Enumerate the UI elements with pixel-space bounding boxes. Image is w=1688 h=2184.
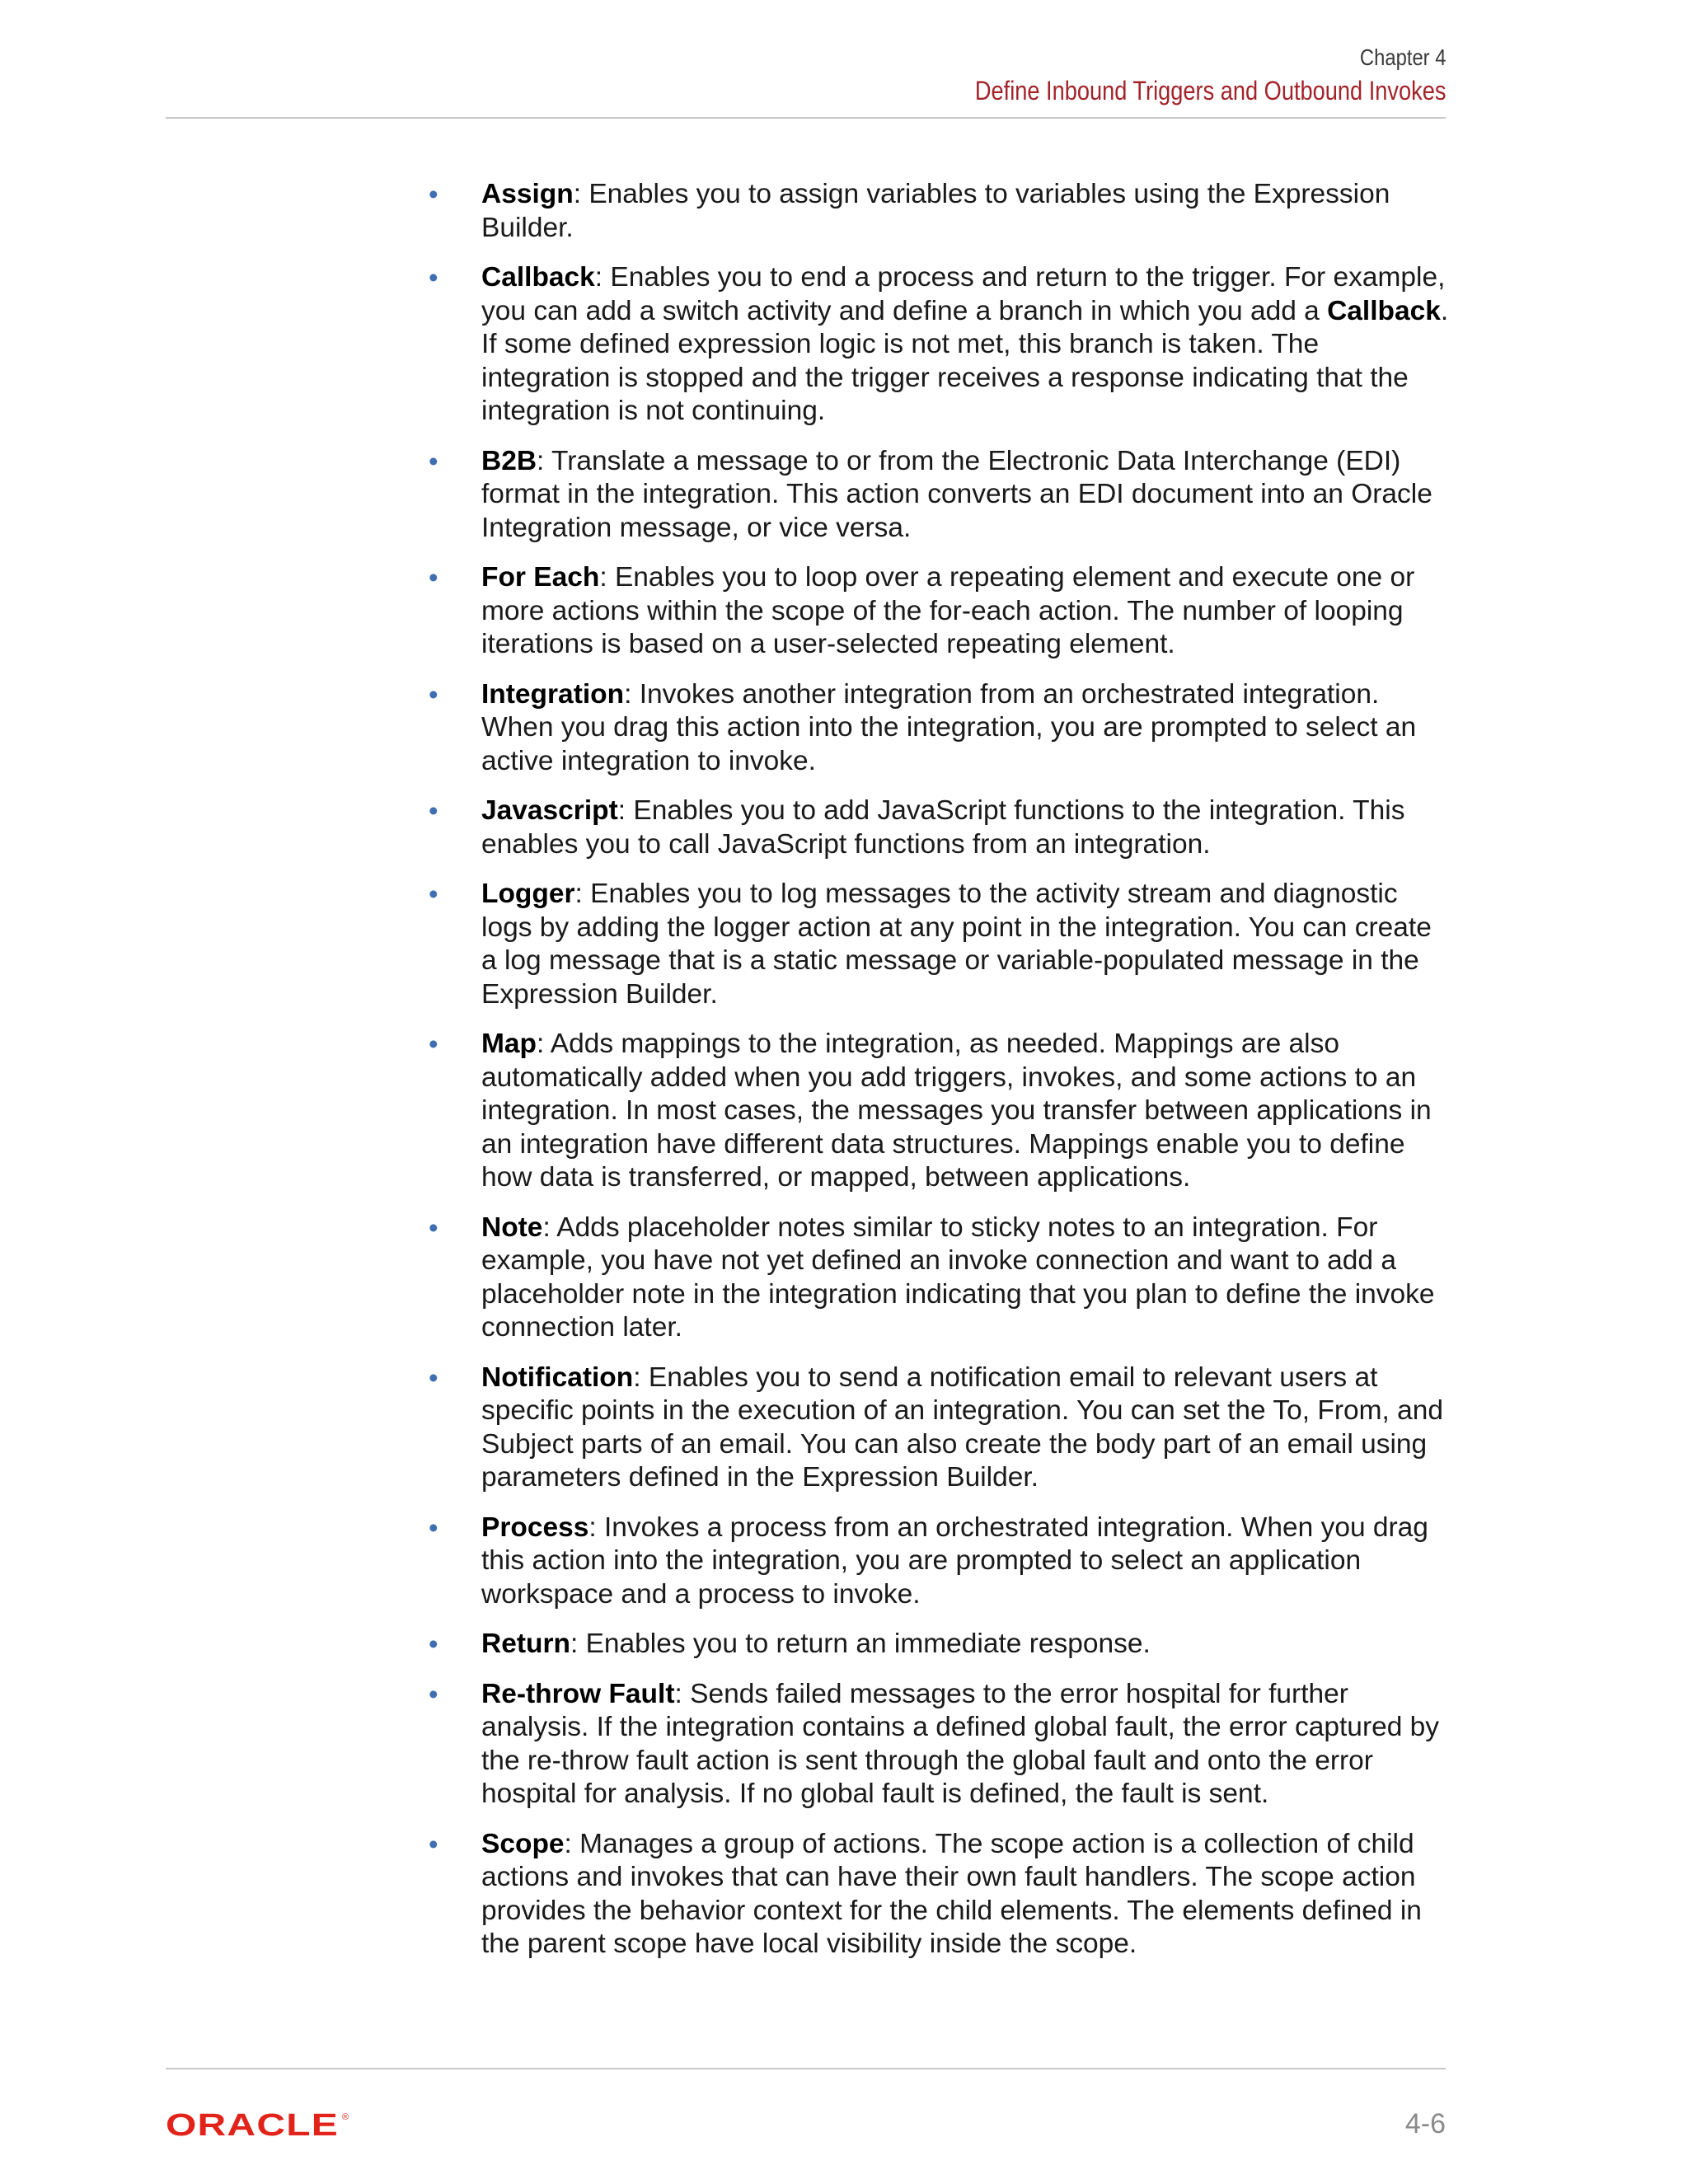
item-text-continued: . If some defined expression logic is not met, this branch is taken. The integration is stopped and the trigger receives a response indicating that the integration is not continuing.	[481, 295, 1449, 426]
bullet-icon: •	[429, 445, 438, 476]
item-term: Logger	[481, 879, 575, 909]
list-item	[429, 1678, 1451, 1811]
running-header	[892, 43, 1446, 107]
chapter-label: Chapter 4	[1359, 45, 1446, 70]
page-number: 4-6	[1404, 2108, 1446, 2139]
bullet-icon: •	[429, 1029, 438, 1059]
item-term: Re-throw Fault	[481, 1678, 675, 1709]
bullet-icon: •	[429, 1511, 438, 1543]
bullet-icon: •	[429, 879, 438, 909]
footer-rule	[166, 2068, 1446, 2069]
bullet-icon: •	[429, 795, 438, 826]
list-item	[429, 1028, 1451, 1195]
bullet-icon: •	[429, 262, 438, 293]
list-item	[429, 1361, 1451, 1495]
item-text: : Enables you to return an immediate response.	[570, 1629, 1151, 1659]
section-title: Define Inbound Triggers and Outbound Invokes	[974, 76, 1446, 105]
action-list	[429, 178, 1451, 1961]
item-term: For Each	[481, 562, 600, 593]
list-item	[429, 678, 1451, 779]
item-text: : Adds mappings to the integration, as needed. Mappings are also automatically added when you add triggers, invokes, and some actions to an integration. In most cases, the messages you transfer between applications in an integration have different data structures. Mappings enable you to define how data is transferred, or mapped, between applications.	[481, 1029, 1432, 1193]
list-item	[429, 1212, 1451, 1345]
item-term: Assign	[481, 179, 574, 209]
bullet-icon: •	[429, 1828, 438, 1859]
bullet-icon: •	[429, 1629, 438, 1659]
item-text: : Manages a group of actions. The scope action is a collection of child actions and invokes that can have their own fault handlers. The scope action provides the behavior context for the child elements. The elements defined in the parent scope have local visibility inside the scope.	[481, 1828, 1422, 1959]
list-item	[429, 445, 1451, 546]
item-term: Notification	[481, 1361, 634, 1393]
bullet-icon: •	[429, 1212, 438, 1243]
oracle-logo-icon	[166, 2110, 355, 2139]
item-term: Javascript	[481, 795, 618, 826]
svg-text:®: ®	[342, 2112, 349, 2122]
list-item	[429, 561, 1451, 662]
oracle-logo	[166, 2110, 355, 2144]
list-item	[429, 1511, 1451, 1612]
header-rule	[166, 117, 1446, 119]
item-text: : Invokes a process from an orchestrated integration. When you drag this action into the integration, you are prompted to select an application workspace and a process to invoke.	[481, 1511, 1428, 1610]
item-text: : Invokes another integration from an orchestrated integration. When you drag this action into the integration, you are prompted to select an active integration to invoke.	[481, 678, 1417, 776]
list-item	[429, 1628, 1451, 1661]
item-text: : Enables you to send a notification email to relevant users at specific points in the execution of an integration. You can set the To, From, and Subject parts of an email. You can also create the body part of an email using parameters defined in the Expression Builder.	[481, 1361, 1444, 1493]
bullet-icon: •	[429, 1361, 438, 1393]
item-term: Return	[481, 1629, 570, 1659]
item-term: Process	[481, 1511, 589, 1543]
item-term: Note	[481, 1212, 543, 1243]
content-area	[429, 178, 1451, 1978]
item-term: Map	[481, 1029, 537, 1059]
item-text: : Enables you to loop over a repeating element and execute one or more actions within the scope of the for-each action. The number of looping iterations is based on a user-selected repeating element.	[481, 562, 1415, 659]
item-term: B2B	[481, 445, 537, 476]
list-item	[429, 878, 1451, 1011]
logo-wordmark: ORACLE	[166, 2110, 339, 2139]
bullet-icon: •	[429, 678, 438, 710]
item-text: : Enables you to add JavaScript functions to the integration. This enables you to call JavaScript functions from an integration.	[481, 795, 1405, 860]
item-term-inline: Callback	[1327, 295, 1441, 326]
item-text: : Enables you to log messages to the activity stream and diagnostic logs by adding the logger action at any point in the integration. You can create a log message that is a static message or variable-populated message in the Expression Builder.	[481, 879, 1432, 1010]
item-term: Scope	[481, 1828, 565, 1859]
list-item	[429, 261, 1451, 429]
bullet-icon: •	[429, 1678, 438, 1709]
item-text: : Enables you to end a process and return to the trigger. For example, you can add a switch activity and define a branch in which you add a	[481, 262, 1446, 326]
item-term: Callback	[481, 262, 595, 293]
bullet-icon: •	[429, 179, 438, 209]
item-text: : Adds placeholder notes similar to sticky notes to an integration. For example, you have not yet defined an invoke connection and want to add a placeholder note in the integration indicating that you plan to define the invoke connection later.	[481, 1212, 1435, 1343]
item-text: : Translate a message to or from the Electronic Data Interchange (EDI) format in the integration. This action converts an EDI document into an Oracle Integration message, or vice versa.	[481, 445, 1432, 543]
item-text: : Enables you to assign variables to variables using the Expression Builder.	[481, 179, 1390, 243]
list-item	[429, 178, 1451, 245]
item-text: : Sends failed messages to the error hospital for further analysis. If the integration contains a defined global fault, the error captured by the re-throw fault action is sent through the global fault and onto the error hospital for analysis. If no global fault is defined, the fault is sent.	[481, 1678, 1440, 1809]
list-item	[429, 1828, 1451, 1961]
list-item	[429, 794, 1451, 861]
item-term: Integration	[481, 678, 625, 710]
bullet-icon: •	[429, 562, 438, 593]
